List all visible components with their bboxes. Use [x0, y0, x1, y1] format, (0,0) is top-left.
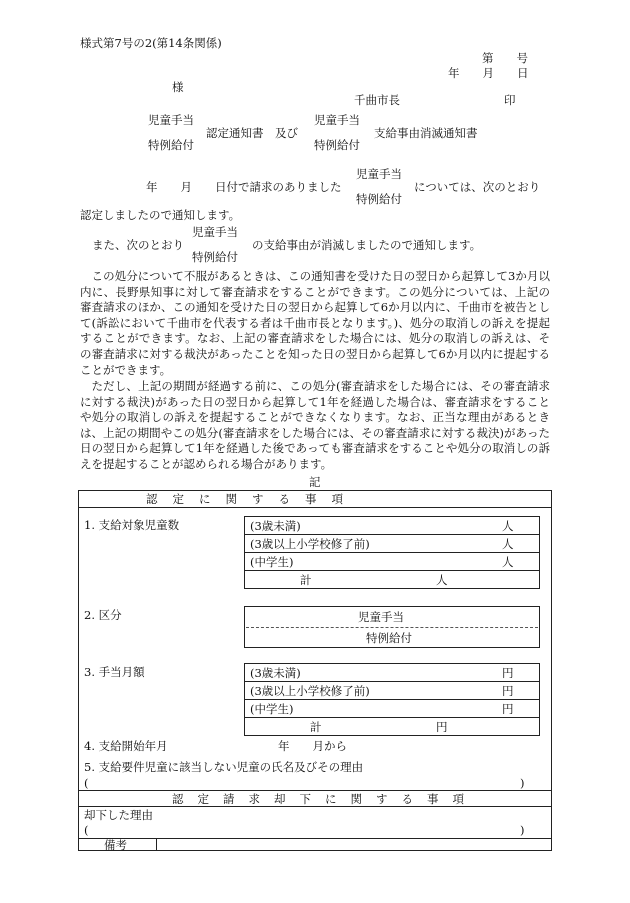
- item1-row-label: (3歳以上小学校修了前): [250, 537, 370, 551]
- item3-row-unit: 円: [502, 684, 514, 698]
- line1-kind-lower: 特例給付: [356, 192, 402, 206]
- appeal-paragraph-2: ただし、上記の期間が経過する前に、この処分(審査請求をした場合には、その審査請求に対する裁決)があった日の翌日から起算して1年を経過した場合は、審査請求をすることや処分の取消しの訴えを提起することができなくなります。なお、正当な理由があるときは、上記の期間やこの処分(審査請求をした場合には、その審査請求に対する裁決)があった日の翌日から起算して1年を経過した後であっても審査請求をすることや処分の取消しの訴えを提起することが認められる場合があります。: [80, 379, 550, 471]
- reject-close-paren: ): [520, 823, 525, 837]
- issuer-name: 千曲市長: [354, 93, 400, 107]
- seal-mark: 印: [504, 93, 516, 107]
- divider: [78, 790, 552, 791]
- line3-head: また、次のとおり: [92, 238, 184, 252]
- issue-date: 年 月 日: [448, 66, 529, 80]
- item4-label: 4. 支給開始年月: [84, 739, 168, 753]
- line3-kind-upper: 児童手当: [192, 225, 238, 239]
- reject-reason-label: 却下した理由: [84, 808, 153, 822]
- item1-total-unit: 人: [436, 573, 448, 587]
- appeal-paragraph-1: この処分について不服があるときは、この通知書を受けた日の翌日から起算して3か月以内に、長野県知事に対して審査請求をすることができます。この処分については、上記の審査請求のほか、この通知を受けた日の翌日から起算して6か月以内に、千曲市を被告として(訴訟において千曲市を代表する者は千曲市長となります。)、処分の取消しの訴えを提起することができます。なお、上記の審査請求をした場合には、処分の取消しの訴えは、その審査請求に対する裁決があったことを知った日の翌日から起算して6か月以内に提起することができます。: [80, 269, 550, 377]
- reject-open-paren: (: [84, 823, 89, 837]
- section-header-approval: 認定に関する事項: [146, 492, 358, 506]
- item3-row-label: (3歳以上小学校修了前): [250, 684, 370, 698]
- title-kind-lower: 特例給付: [148, 138, 194, 152]
- item1-total-label: 計: [300, 573, 312, 587]
- line3-kind-lower: 特例給付: [192, 250, 238, 264]
- category-child-allowance: 児童手当: [358, 610, 404, 624]
- dashed-divider: [246, 627, 538, 628]
- title-kind2-lower: 特例給付: [314, 138, 360, 152]
- title-kind-upper: 児童手当: [148, 113, 194, 127]
- form-number: 様式第7号の2(第14条関係): [80, 36, 222, 50]
- item3-label: 3. 手当月額: [84, 665, 145, 679]
- item5-open-paren: (: [84, 776, 89, 790]
- title-kind2-upper: 児童手当: [314, 113, 360, 127]
- divider: [244, 534, 540, 535]
- item3-total-unit: 円: [436, 720, 448, 734]
- title-middle: 認定通知書 及び: [206, 126, 298, 140]
- ki-heading: 記: [309, 475, 321, 489]
- payment-start-value: 年 月から: [278, 739, 347, 753]
- divider: [78, 507, 552, 508]
- line2-text: 認定しましたので通知します。: [80, 208, 241, 222]
- remarks-label: 備考: [104, 838, 127, 852]
- divider: [244, 681, 540, 682]
- addressee-sama: 様: [172, 80, 184, 94]
- line1-kind-upper: 児童手当: [356, 167, 402, 181]
- item1-label: 1. 支給対象児童数: [84, 518, 180, 532]
- item1-row-label: (中学生): [250, 555, 294, 569]
- divider: [244, 552, 540, 553]
- section-header-rejection: 認定請求却下に関する事項: [172, 792, 478, 806]
- item1-row-unit: 人: [502, 555, 514, 569]
- item1-row-unit: 人: [502, 537, 514, 551]
- item1-row-label: (3歳未満): [250, 519, 301, 533]
- item1-row-unit: 人: [502, 519, 514, 533]
- divider: [78, 838, 552, 839]
- item3-total-label: 計: [310, 720, 322, 734]
- divider: [78, 806, 552, 807]
- document-number: 第 号: [482, 51, 528, 65]
- line3-tail: の支給事由が消滅しましたので通知します。: [252, 238, 482, 252]
- title-end: 支給事由消滅通知書: [374, 126, 478, 140]
- line1-tail: については、次のとおり: [414, 180, 541, 194]
- item3-row-unit: 円: [502, 666, 514, 680]
- item2-label: 2. 区分: [84, 608, 122, 622]
- item3-row-label: (3歳未満): [250, 666, 301, 680]
- divider: [244, 717, 540, 718]
- item5-label: 5. 支給要件児童に該当しない児童の氏名及びその理由: [84, 760, 364, 774]
- remarks-divider: [156, 838, 157, 851]
- divider: [244, 699, 540, 700]
- item3-row-unit: 円: [502, 702, 514, 716]
- divider: [244, 570, 540, 571]
- category-special-benefit: 特例給付: [366, 631, 412, 645]
- item5-close-paren: ): [520, 776, 525, 790]
- item3-row-label: (中学生): [250, 702, 294, 716]
- request-date-text: 年 月 日付で請求のありました: [146, 180, 342, 194]
